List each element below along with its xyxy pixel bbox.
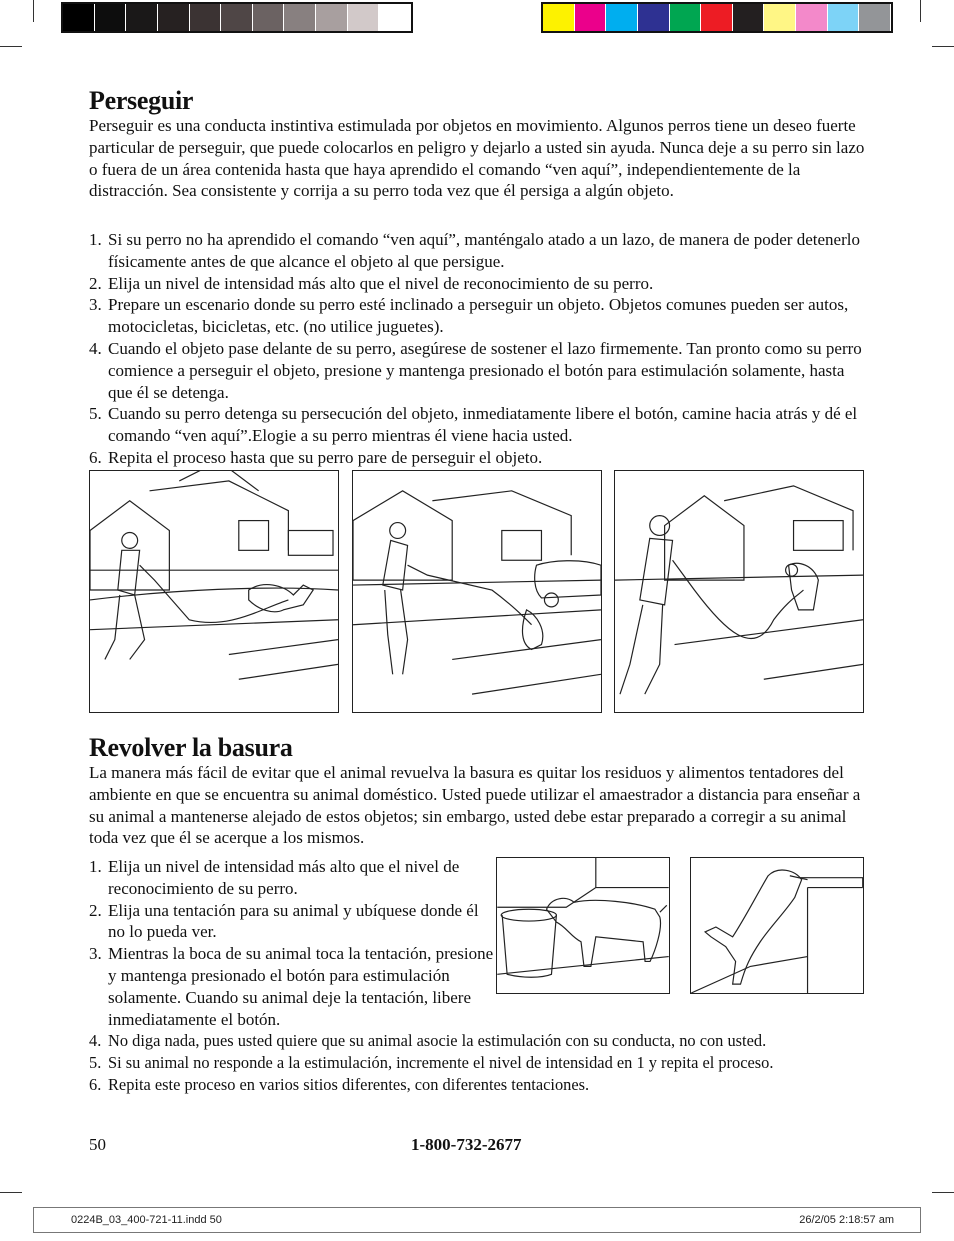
list-item <box>89 447 865 469</box>
list-item <box>89 856 499 900</box>
calibration-swatch <box>764 4 796 31</box>
list-item-number: 5. <box>89 1052 102 1072</box>
calibration-swatch <box>348 4 380 31</box>
list-item-number: 1. <box>89 857 102 876</box>
slug-filename: 0224B_03_400-721-11.indd 50 <box>71 1214 222 1226</box>
illustration-trash-1 <box>496 857 670 994</box>
list-item <box>89 338 865 403</box>
list-item-text: Si su perro no ha aprendido el comando “ven aquí”, manténgalo atado a un lazo, de manera de poder detenerlo físicamente antes de que alcance el objeto al que persigue. <box>108 230 860 271</box>
list-item-number: 6. <box>89 1074 102 1094</box>
calibration-swatch <box>575 4 607 31</box>
calibration-swatch <box>190 4 222 31</box>
list-item-text: Mientras la boca de su animal toca la tentación, presione y mantenga presionado el botón para estimulación solamente. Cuando su animal deje la tentación, libere inmediatamente el botón. <box>108 944 494 1029</box>
list-item-number: 1. <box>89 230 102 249</box>
steps-list-basura-narrow <box>89 856 499 1030</box>
list-item <box>89 1074 879 1096</box>
calibration-swatch <box>859 4 891 31</box>
list-item-number: 4. <box>89 338 102 358</box>
calibration-swatch <box>253 4 285 31</box>
illustration-trash-2 <box>690 857 864 994</box>
calibration-swatch <box>638 4 670 31</box>
list-item-text: Elija una tentación para su animal y ubíquese donde él no lo pueda ver. <box>108 900 479 942</box>
list-item <box>89 1052 879 1074</box>
crop-mark <box>0 46 22 47</box>
section-intro-perseguir: Perseguir es una conducta instintiva estimulada por objetos en movimiento. Algunos perros tiene un deseo fuerte particular de perseguir, que puede colocarlos en peligro y dejarlo a usted sin ayuda. Nunca deje a su perro sin lazo o fuera de un área contenida hasta que haya aprendido el comando “ven aquí”, independientemente de la distracción. Sea consistente y corrija a su perro toda vez que él persiga a algún objeto. <box>89 116 865 201</box>
list-item <box>89 403 865 447</box>
calibration-swatch <box>316 4 348 31</box>
crop-mark <box>33 0 34 22</box>
calibration-swatch <box>126 4 158 31</box>
calibration-swatch <box>670 4 702 31</box>
grayscale-calibration-bar <box>61 2 413 33</box>
calibration-swatch <box>733 4 765 31</box>
list-item-text: Elija un nivel de intensidad más alto que el nivel de reconocimiento de su perro. <box>108 857 460 898</box>
section-intro-revolver-la-basura: La manera más fácil de evitar que el animal revuelva la basura es quitar los residuos y alimentos tentadores del ambiente en que se encuentra su animal doméstico. Usted puede utilizar el amaestrador a distancia para enseñar a su animal a mantenerse alejado de estos objetos; sin embargo, usted debe estar preparado a corregir a su animal toda vez que él se acerque a los mismos. <box>89 763 861 848</box>
page-number: 50 <box>89 1135 106 1154</box>
calibration-swatch <box>379 4 411 31</box>
calibration-swatch <box>543 4 575 31</box>
section-title-perseguir: Perseguir <box>89 86 194 115</box>
calibration-swatch <box>701 4 733 31</box>
list-item <box>89 943 499 1030</box>
list-item-text: Elija un nivel de intensidad más alto que el nivel de reconocimiento de su perro. <box>108 273 654 293</box>
list-item-number: 2. <box>89 900 102 920</box>
illustration-chase-3 <box>614 470 864 713</box>
list-item <box>89 294 865 338</box>
list-item-text: Cuando el objeto pase delante de su perro, asegúrese de sostener el lazo firmemente. Tan pronto como su perro comience a perseguir el objeto, presione y mantenga presionado el botón para estimulación solamente, hasta que él se detenga. <box>108 338 862 402</box>
list-item <box>89 1030 879 1052</box>
illustration-chase-1 <box>89 470 339 713</box>
list-item <box>89 229 865 273</box>
list-item-text: No diga nada, pues usted quiere que su animal asocie la estimulación con su conducta, no con usted. <box>108 1031 767 1050</box>
list-item-text: Repita el proceso hasta que su perro pare de perseguir el objeto. <box>108 447 543 467</box>
calibration-swatch <box>95 4 127 31</box>
list-item <box>89 900 499 944</box>
calibration-swatch <box>63 4 95 31</box>
slug-timestamp: 26/2/05 2:18:57 am <box>799 1214 894 1226</box>
print-slug <box>33 1207 921 1233</box>
steps-list-basura-wide <box>89 1030 879 1095</box>
crop-mark <box>920 0 921 22</box>
list-item-number: 2. <box>89 273 102 293</box>
crop-mark <box>932 1192 954 1193</box>
illustration-chase-2 <box>352 470 602 713</box>
list-item-text: Prepare un escenario donde su perro esté inclinado a perseguir un objeto. Objetos comunes pueden ser autos, motocicletas, bicicletas, etc. (no utilice juguetes). <box>108 295 849 337</box>
steps-list-perseguir <box>89 229 865 469</box>
calibration-swatch <box>606 4 638 31</box>
phone-number: 1-800-732-2677 <box>411 1135 522 1154</box>
list-item-number: 6. <box>89 447 102 467</box>
list-item-number: 5. <box>89 404 102 424</box>
list-item <box>89 273 865 295</box>
crop-mark <box>0 1192 22 1193</box>
list-item-number: 4. <box>89 1031 102 1050</box>
crop-mark <box>932 46 954 47</box>
color-calibration-bar <box>541 2 893 33</box>
list-item-text: Repita este proceso en varios sitios diferentes, con diferentes tentaciones. <box>108 1074 590 1094</box>
list-item-text: Cuando su perro detenga su persecución del objeto, inmediatamente libere el botón, camine hacia atrás y dé el comando “ven aquí”.Elogie a su perro mientras él viene hacia usted. <box>108 404 858 446</box>
section-title-revolver-la-basura: Revolver la basura <box>89 733 293 762</box>
calibration-swatch <box>284 4 316 31</box>
list-item-number: 3. <box>89 295 102 315</box>
calibration-swatch <box>828 4 860 31</box>
calibration-swatch <box>158 4 190 31</box>
calibration-swatch <box>796 4 828 31</box>
calibration-swatch <box>221 4 253 31</box>
list-item-text: Si su animal no responde a la estimulación, incremente el nivel de intensidad en 1 y repita el proceso. <box>108 1052 774 1072</box>
list-item-number: 3. <box>89 944 102 964</box>
